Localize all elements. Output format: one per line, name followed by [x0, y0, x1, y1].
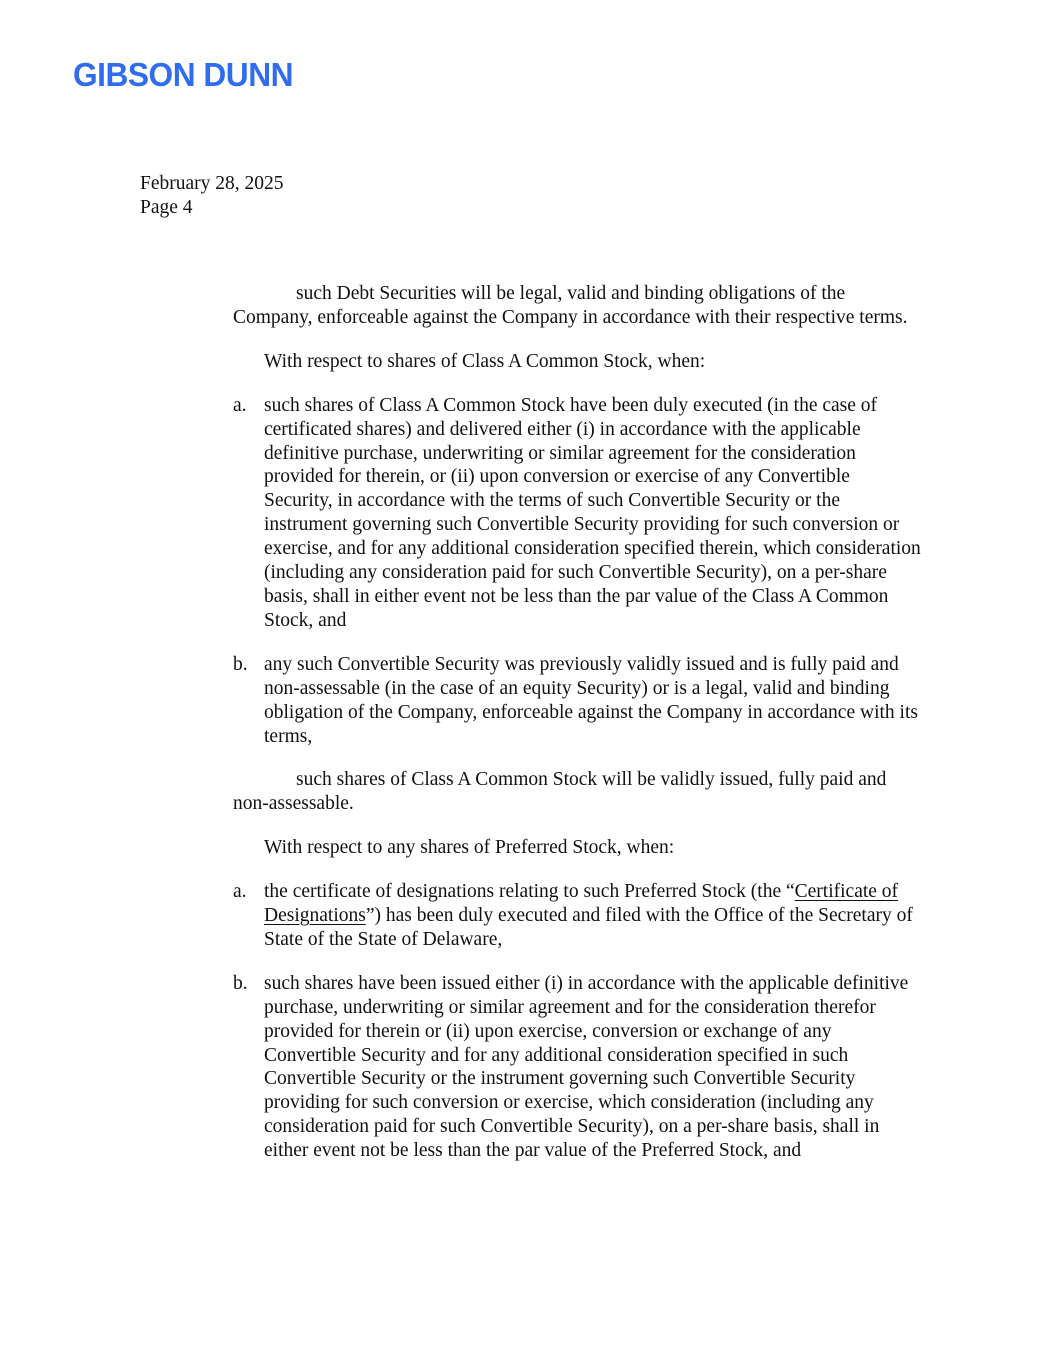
list-item — [233, 653, 923, 749]
list-marker: b. — [233, 653, 248, 675]
list-item-text — [264, 880, 923, 952]
text-after-term: ”) has been duly executed and filed with the Office of the Secretary of State of the State of Delaware, — [264, 905, 913, 950]
text-before-term: the certificate of designations relating to such Preferred Stock (the “ — [264, 881, 795, 903]
list-item-text: any such Convertible Security was previously validly issued and is fully paid and non-assessable (in the case of an equity Security) or is a legal, valid and binding obligation of the Company, enforceable against the Company in accordance with its terms, — [264, 653, 918, 747]
paragraph-debt-securities: such Debt Securities will be legal, valid and binding obligations of the Company, enforceable against the Company in accordance with their respective terms. — [233, 283, 908, 328]
list-item — [233, 972, 923, 1163]
letter-date: February 28, 2025 — [140, 173, 284, 194]
list-item-text: such shares have been issued either (i) in accordance with the applicable definitive purchase, underwriting or similar agreement and for the consideration therefor provided for therein or (ii) upon exercise, conversion or exchange of any Convertible Security and for any additional consideration specified in such Convertible Security or the instrument governing such Convertible Security providing for such conversion or exercise, which consideration (including any consideration paid for such Convertible Security), on a per-share basis, shall in either event not be less than the par value of the Preferred Stock, and — [264, 972, 909, 1162]
paragraph-class-a-intro: With respect to shares of Class A Common Stock, when: — [264, 350, 706, 372]
defined-term-certificate-of-designations: Certificate of Designations — [264, 881, 899, 927]
list-item — [233, 394, 923, 633]
page-number: Page 4 — [140, 197, 193, 218]
list-marker: a. — [233, 394, 247, 416]
list-item — [233, 880, 923, 952]
paragraph-preferred-intro: With respect to any shares of Preferred Stock, when: — [264, 837, 675, 859]
letter-header — [140, 172, 284, 220]
paragraph-class-a-conclusion: such shares of Class A Common Stock will be validly issued, fully paid and non-assessable. — [233, 769, 887, 815]
letter-body — [233, 282, 923, 1163]
list-marker: b. — [233, 972, 248, 994]
list-item-text: such shares of Class A Common Stock have been duly executed (in the case of certificated shares) and delivered either (i) in accordance with the applicable definitive purchase, underwriting or similar agreement for the consideration provided for therein, or (ii) upon conversion or exercise of any Convertible Security, in accordance with the terms of such Convertible Security or the instrument governing such Convertible Security providing for such conversion or exercise, and for any additional consideration specified therein, which consideration (including any consideration paid for such Convertible Security), on a per-share basis, shall in either event not be less than the par value of the Class A Common Stock, and — [264, 394, 921, 631]
list-marker: a. — [233, 881, 247, 903]
gibson-dunn-logo: GIBSON DUNN — [73, 56, 294, 93]
